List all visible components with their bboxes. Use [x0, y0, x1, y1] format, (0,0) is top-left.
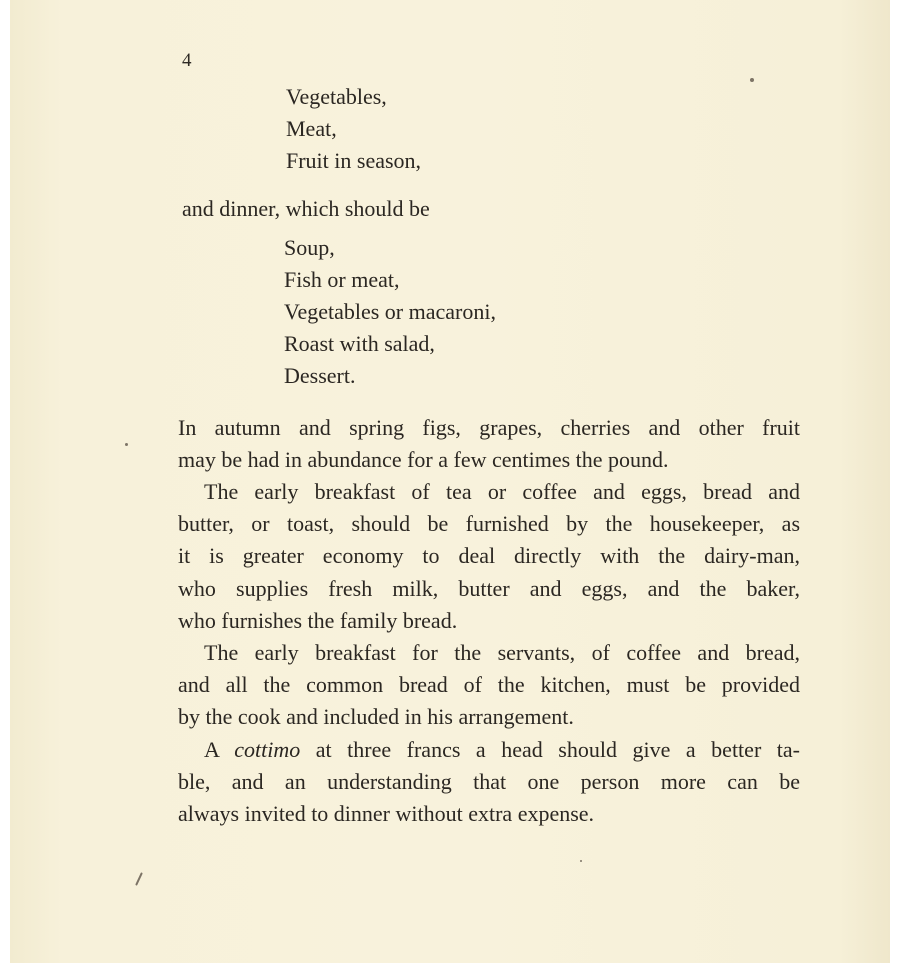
menu-item: Dessert.: [284, 363, 356, 388]
menu-item: Meat,: [286, 116, 337, 141]
paper-speck: [125, 443, 128, 446]
menu-item: Roast with salad,: [284, 331, 435, 356]
menu-item: Fruit in season,: [286, 148, 422, 173]
paragraph-cottimo: [178, 734, 800, 831]
paragraph-line: always invited to dinner without extra expense.: [178, 801, 595, 827]
paragraph-line: The early breakfast of tea or coffee and eggs, bread and: [204, 479, 800, 504]
italic-term: cottimo: [234, 737, 301, 762]
menu-list-dinner: [284, 232, 496, 392]
intro-dinner-line: and dinner, which should be: [182, 196, 430, 221]
menu-list-breakfast: [286, 81, 421, 177]
paragraph-servants: [178, 637, 800, 734]
paragraph-line: who furnishes the family bread.: [178, 607, 458, 633]
paragraph-line: it is greater economy to deal directly with the dairy-man,: [178, 543, 800, 569]
paper-speck: [580, 860, 582, 862]
paragraph-line: and all the common bread of the kitchen, must be provided: [178, 672, 800, 698]
paragraph-line: by the cook and included in his arrangement.: [178, 704, 574, 730]
menu-item: Soup,: [284, 235, 335, 260]
paragraph-fruit: [178, 412, 800, 476]
book-page: [10, 0, 890, 963]
paragraph-line: butter, or toast, should be furnished by the housekeeper, as: [178, 511, 800, 537]
menu-item: Fish or meat,: [284, 267, 400, 292]
paper-speck: [750, 78, 754, 82]
paper-speck: [135, 872, 143, 886]
page-number: 4: [182, 50, 192, 71]
paragraph-line: ble, and an understanding that one person more can be: [178, 769, 800, 795]
paragraph-line: may be had in abundance for a few centimes the pound.: [178, 447, 669, 473]
line-suffix: at three francs a head should give a better ta-: [300, 737, 800, 762]
paragraph-line: The early breakfast for the servants, of coffee and bread,: [204, 640, 800, 665]
paragraph-line: [178, 734, 800, 766]
menu-item: Vegetables or macaroni,: [284, 299, 496, 324]
paragraph-line: who supplies fresh milk, butter and eggs, and the baker,: [178, 575, 800, 601]
line-prefix: A: [204, 737, 235, 762]
menu-item: Vegetables,: [286, 84, 387, 109]
paragraph-breakfast: [178, 476, 800, 637]
paragraph-line: In autumn and spring figs, grapes, cherries and other fruit: [178, 415, 800, 440]
